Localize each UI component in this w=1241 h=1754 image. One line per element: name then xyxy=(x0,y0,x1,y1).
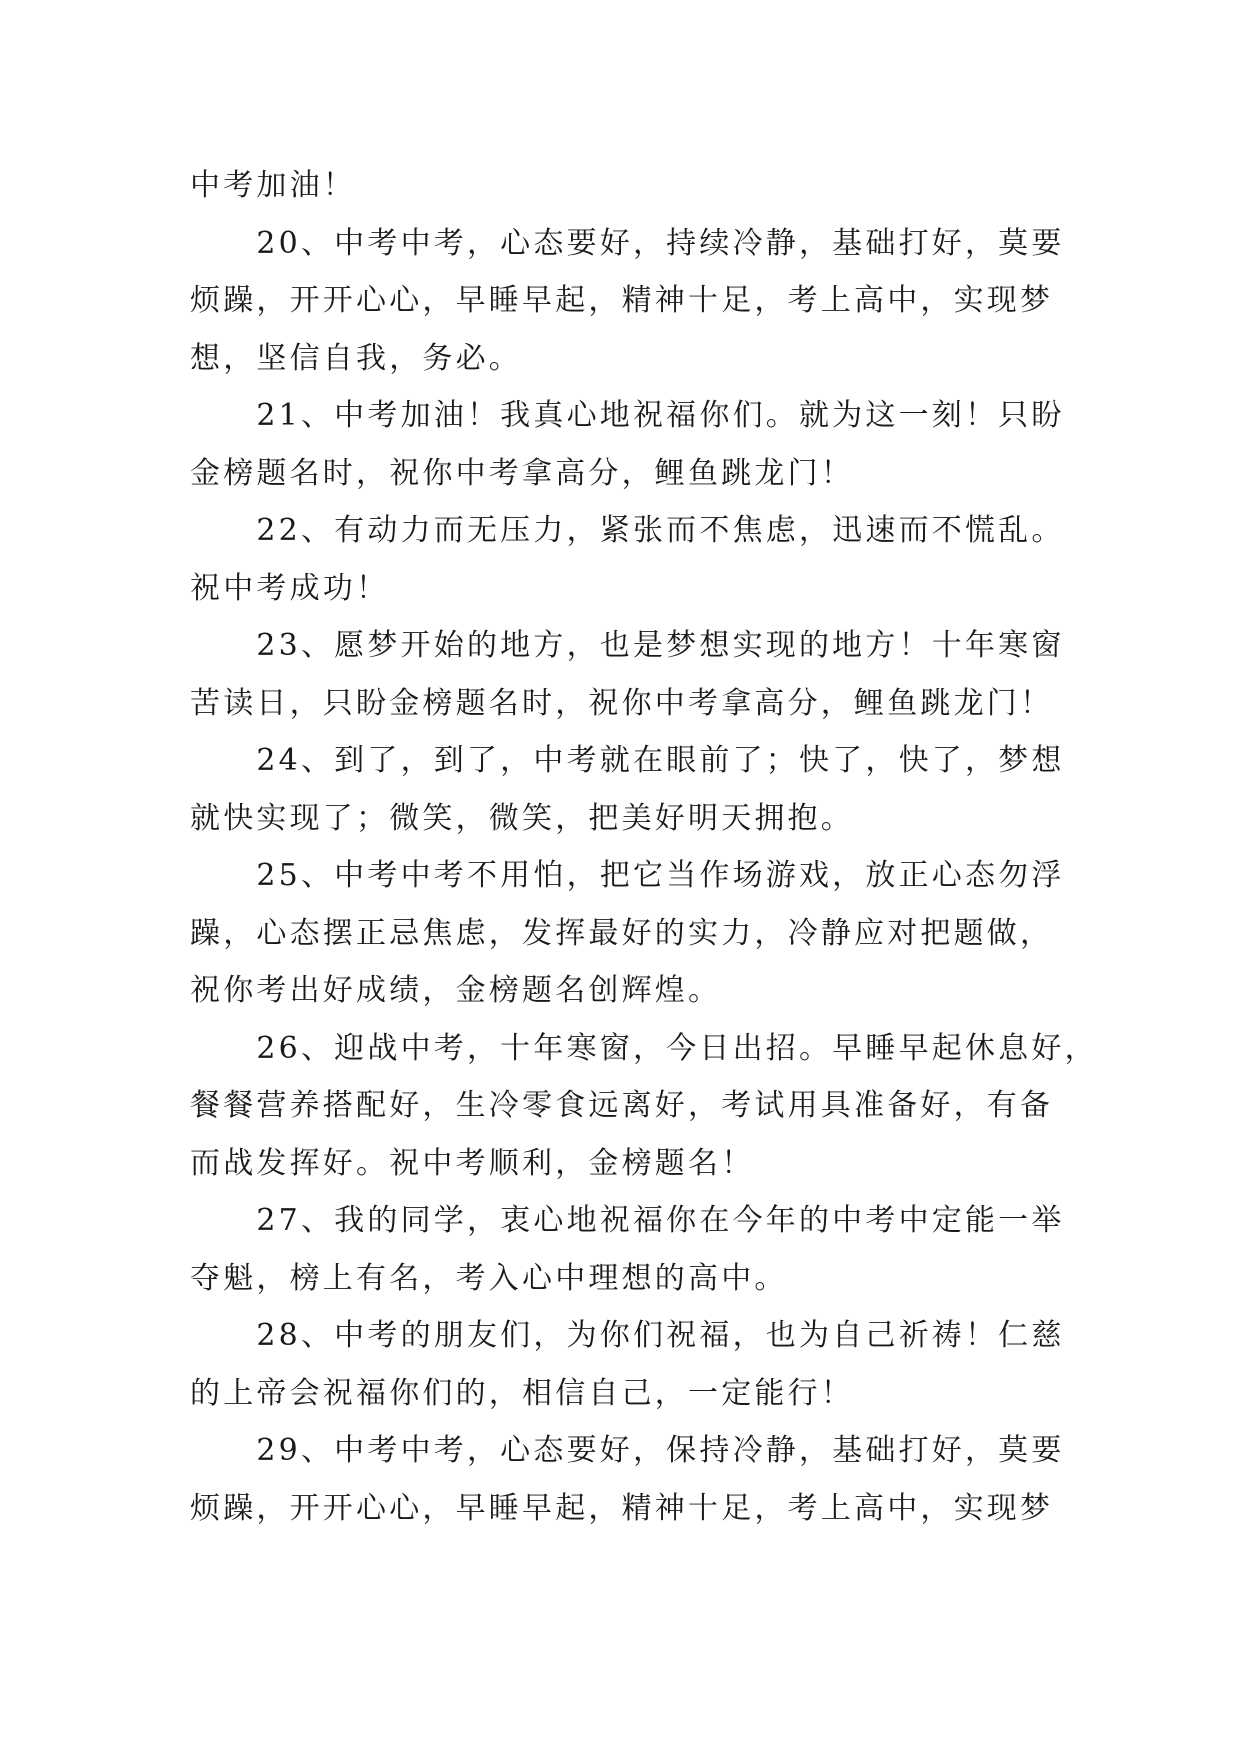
text-line: 26、迎战中考，十年寒窗，今日出招。早睡早起休息好， xyxy=(190,1030,1098,1066)
text-line: 夺魁，榜上有名，考入心中理想的高中。 xyxy=(190,1260,788,1296)
text-line: 祝你考出好成绩，金榜题名创辉煌。 xyxy=(190,973,722,1008)
text-line: 金榜题名时，祝你中考拿高分，鲤鱼跳龙门！ xyxy=(190,455,854,491)
text-line: 就快实现了；微笑，微笑，把美好明天拥抱。 xyxy=(190,800,854,836)
text-line: 躁，心态摆正忌焦虑，发挥最好的实力，冷静应对把题做， xyxy=(190,915,1054,951)
text-line: 25、中考中考不用怕，把它当作场游戏，放正心态勿浮 xyxy=(190,858,1065,893)
text-line: 20、中考中考，心态要好，持续冷静，基础打好，莫要 xyxy=(190,225,1065,261)
text-line: 28、中考的朋友们，为你们祝福，也为自己祈祷！仁慈 xyxy=(190,1318,1065,1353)
text-line: 想，坚信自我，务必。 xyxy=(190,340,522,376)
text-line: 苦读日，只盼金榜题名时，祝你中考拿高分，鲤鱼跳龙门！ xyxy=(190,685,1054,721)
text-line: 祝中考成功！ xyxy=(190,570,390,606)
document-body xyxy=(190,157,1098,1537)
text-line: 27、我的同学，衷心地祝福你在今年的中考中定能一举 xyxy=(190,1203,1065,1238)
text-line: 24、到了，到了，中考就在眼前了；快了，快了，梦想 xyxy=(190,743,1065,778)
text-line: 29、中考中考，心态要好，保持冷静，基础打好，莫要 xyxy=(190,1433,1065,1468)
text-line: 21、中考加油！我真心地祝福你们。就为这一刻！只盼 xyxy=(190,398,1065,433)
text-line: 中考加油！ xyxy=(190,168,356,203)
text-line: 烦躁，开开心心，早睡早起，精神十足，考上高中，实现梦 xyxy=(190,283,1054,318)
text-line: 烦躁，开开心心，早睡早起，精神十足，考上高中，实现梦 xyxy=(190,1490,1054,1526)
text-line: 23、愿梦开始的地方，也是梦想实现的地方！十年寒窗 xyxy=(190,628,1065,663)
text-line: 餐餐营养搭配好，生冷零食远离好，考试用具准备好，有备 xyxy=(190,1088,1054,1123)
text-line: 22、有动力而无压力，紧张而不焦虑，迅速而不慌乱。 xyxy=(190,513,1065,548)
text-line: 的上帝会祝福你们的，相信自己，一定能行！ xyxy=(190,1375,854,1411)
text-line: 而战发挥好。祝中考顺利，金榜题名！ xyxy=(190,1145,755,1181)
